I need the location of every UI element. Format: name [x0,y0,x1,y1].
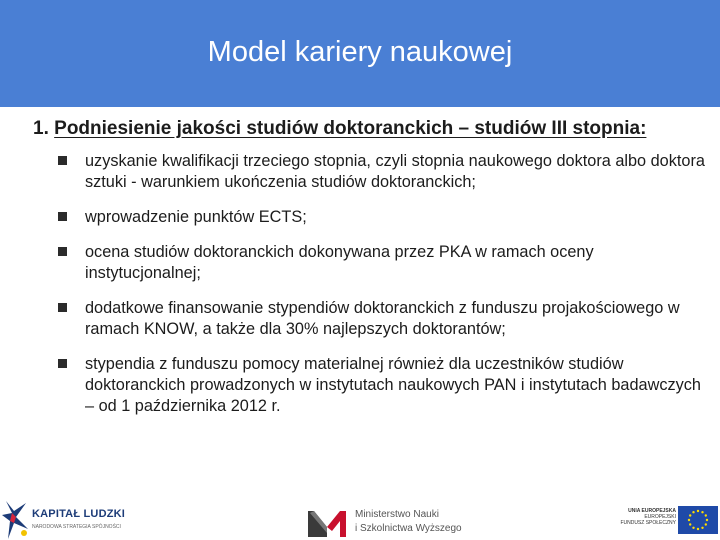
eu-line3: FUNDUSZ SPOŁECZNY [620,520,676,526]
section-heading [33,118,713,140]
eu-line2: EUROPEJSKI [644,514,676,520]
kapital-ludzki-subtitle: NARODOWA STRATEGIA SPÓJNOŚCI [32,524,121,530]
square-bullet-icon [58,359,67,368]
square-bullet-icon [58,303,67,312]
eu-logo [614,504,720,540]
bullet-text: wprowadzenie punktów ECTS; [85,208,307,226]
heading-number: 1. [33,118,49,139]
list-item [58,354,708,417]
heading-text: Podniesienie jakości studiów doktoranckich – studiów III stopnia: [54,118,647,139]
title-bar [0,0,720,107]
list-item [58,151,708,193]
eu-line1: UNIA EUROPEJSKA [628,508,676,514]
kapital-ludzki-logo [2,495,132,540]
ministry-line2: i Szkolnictwa Wyższego [355,523,462,534]
bullet-text: dodatkowe finansowanie stypendiów doktoranckich z funduszu projakościowego w ramach KNOW, a także dla 30% najlepszych doktorantów; [85,299,680,338]
ministry-m-icon [308,507,346,537]
bullet-list [58,151,708,417]
ministry-name [355,508,462,536]
bullet-text: stypendia z funduszu pomocy materialnej również dla uczestników studiów doktoranckich prowadzonych w instytutach naukowych PAN i instytutach badawczych – od 1 października 2012 r. [85,355,701,415]
square-bullet-icon [58,156,67,165]
square-bullet-icon [58,247,67,256]
eu-text [620,508,676,526]
ministry-line1: Ministerstwo Nauki [355,509,439,520]
list-item [58,242,708,284]
slide-title: Model kariery naukowej [207,36,513,68]
square-bullet-icon [58,212,67,221]
eu-stars-icon [678,506,718,534]
bullet-text: ocena studiów doktoranckich dokonywana przez PKA w ramach oceny instytucjonalnej; [85,243,594,282]
bullet-text: uzyskanie kwalifikacji trzeciego stopnia, czyli stopnia naukowego doktora albo doktora sztuki - warunkiem ukończenia studiów doktoranckich; [85,152,705,191]
ministry-logo [308,505,462,540]
list-item [58,207,708,228]
kapital-ludzki-star-icon [2,495,32,540]
eu-flag-icon [678,506,718,534]
kapital-ludzki-name: KAPITAŁ LUDZKI [32,508,126,520]
list-item [58,298,708,340]
